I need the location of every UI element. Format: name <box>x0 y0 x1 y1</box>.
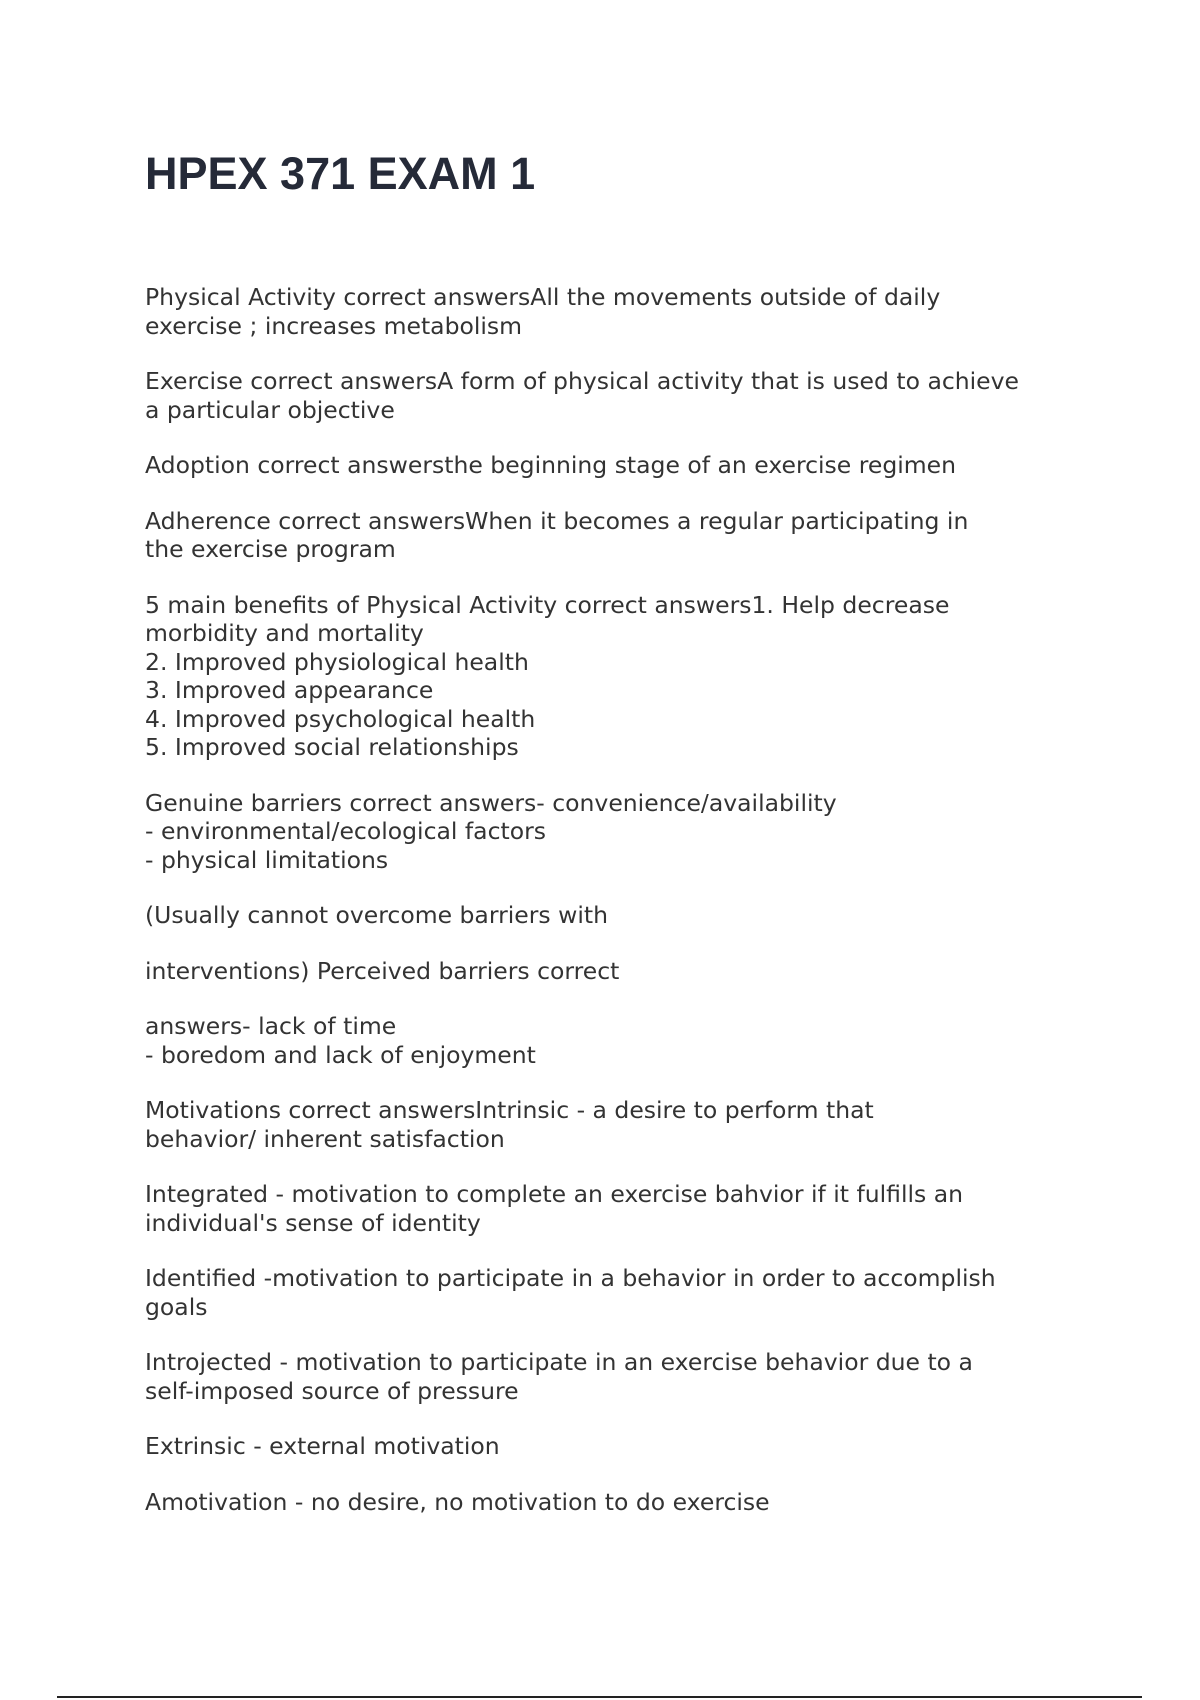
list-item: - environmental/ecological factors <box>145 817 546 845</box>
paragraph-genuine-barriers <box>145 789 1075 875</box>
text-line: Integrated - motivation to complete an exercise bahvior if it fulfills an <box>145 1180 964 1208</box>
paragraph-usually <box>145 901 1075 930</box>
list-item: 2. Improved physiological health <box>145 647 529 676</box>
text-line: Amotivation - no desire, no motivation to do exercise <box>145 1487 770 1516</box>
text-line: self-imposed source of pressure <box>145 1376 519 1405</box>
text-line: Genuine barriers correct answers- convenience/availability <box>145 788 837 817</box>
paragraph-adherence <box>145 507 1075 564</box>
paragraph-identified <box>145 1264 1075 1321</box>
paragraph-introjected <box>145 1348 1075 1405</box>
text-line: Extrinsic - external motivation <box>145 1432 500 1460</box>
text-line: (Usually cannot overcome barriers with <box>145 901 608 929</box>
text-line: interventions) Perceived barriers correct <box>145 956 620 985</box>
list-item: 3. Improved appearance <box>145 676 434 704</box>
text-line: Adoption correct answersthe beginning stage of an exercise regimen <box>145 451 957 479</box>
text-line: Introjected - motivation to participate in an exercise behavior due to a <box>145 1348 973 1376</box>
text-line: individual's sense of identity <box>145 1208 481 1237</box>
text-line: Physical Activity correct answersAll the movements outside of daily <box>145 283 941 311</box>
page-bottom-divider <box>57 1696 1142 1698</box>
paragraph-physical-activity <box>145 283 1075 340</box>
text-line: Motivations correct answersIntrinsic - a desire to perform that <box>145 1096 874 1124</box>
paragraph-exercise <box>145 367 1075 424</box>
list-item: - physical limitations <box>145 845 389 874</box>
text-line: morbidity and mortality <box>145 619 424 647</box>
paragraph-interventions <box>145 957 1075 986</box>
list-item: 5. Improved social relationships <box>145 733 519 761</box>
paragraph-benefits <box>145 591 1075 762</box>
paragraph-motivations <box>145 1096 1075 1153</box>
paragraph-integrated <box>145 1180 1075 1237</box>
list-item: 4. Improved psychological health <box>145 704 536 733</box>
list-item: - boredom and lack of enjoyment <box>145 1040 536 1069</box>
document-body <box>145 283 1075 1543</box>
paragraph-perceived-barriers <box>145 1012 1075 1069</box>
text-line: Exercise correct answersA form of physical activity that is used to achieve <box>145 367 1020 395</box>
text-line: behavior/ inherent satisfaction <box>145 1124 505 1153</box>
text-line: exercise ; increases metabolism <box>145 311 523 340</box>
text-line: answers- lack of time <box>145 1012 397 1040</box>
text-line: goals <box>145 1292 208 1321</box>
text-line: the exercise program <box>145 535 396 563</box>
text-line: Identified -motivation to participate in a behavior in order to accomplish <box>145 1264 996 1292</box>
paragraph-extrinsic <box>145 1432 1075 1461</box>
text-line: 5 main benefits of Physical Activity correct answers1. Help decrease <box>145 590 950 619</box>
text-line: Adherence correct answersWhen it becomes a regular participating in <box>145 506 969 535</box>
text-line: a particular objective <box>145 395 395 424</box>
paragraph-adoption <box>145 451 1075 480</box>
page-title: HPEX 371 EXAM 1 <box>145 148 536 199</box>
paragraph-amotivation <box>145 1488 1075 1517</box>
